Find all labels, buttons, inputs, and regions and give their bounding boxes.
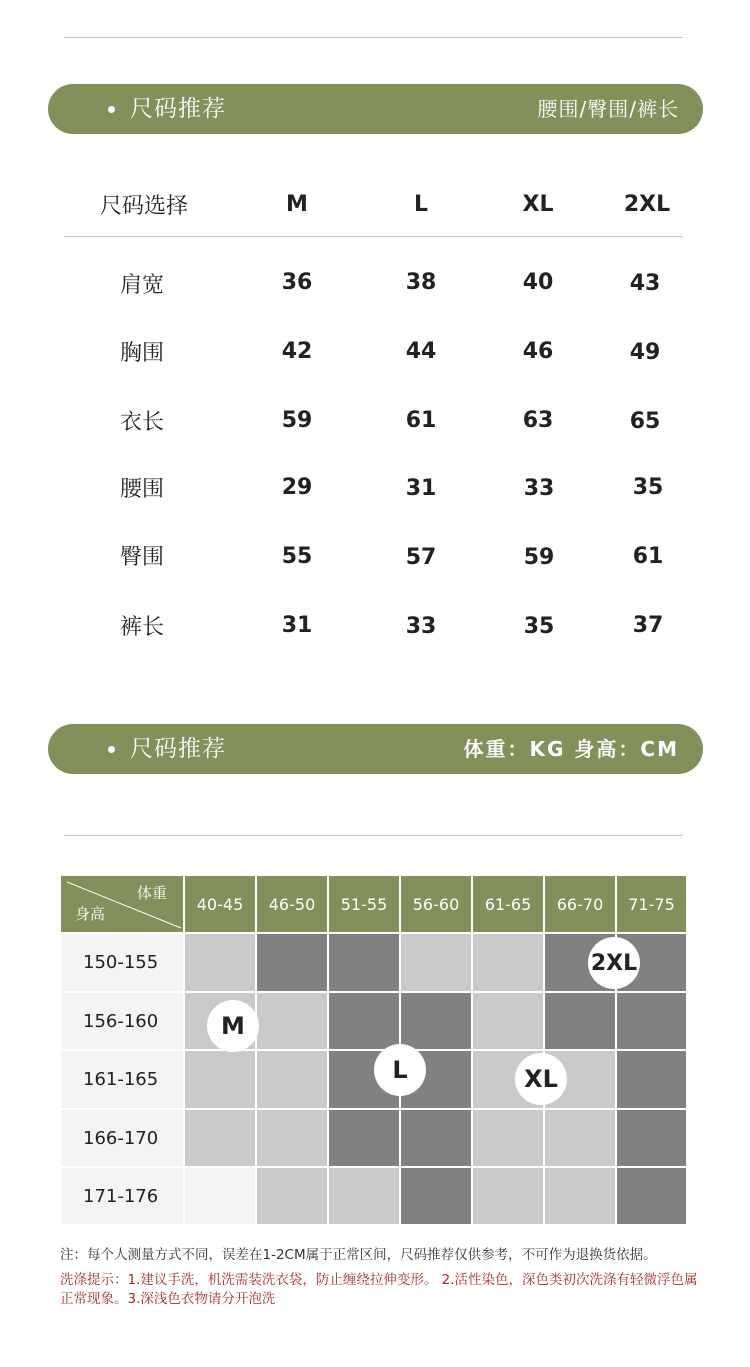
weight-header: 66-70 (545, 876, 615, 932)
cell-value: 43 (629, 271, 661, 296)
size-header-2xl: 2XL (623, 192, 671, 217)
grid-cell (617, 993, 686, 1049)
size-select-header: 尺码选择 (99, 194, 189, 219)
row-label: 胸围 (119, 341, 165, 366)
grid-cell (329, 1110, 399, 1166)
cell-value: 40 (522, 270, 554, 295)
cell-value: 33 (405, 614, 437, 639)
cell-value: 35 (632, 475, 664, 500)
corner-weight-label: 体重 (136, 884, 167, 902)
weight-header: 46-50 (257, 876, 327, 932)
grid-cell (473, 993, 543, 1049)
height-label: 156-160 (61, 993, 183, 1049)
cell-value: 55 (281, 544, 313, 569)
weight-header: 40-45 (185, 876, 255, 932)
cell-value: 59 (281, 408, 313, 433)
size-badge-xl: XL (515, 1053, 567, 1105)
cell-value: 38 (405, 270, 437, 295)
grid-cell (329, 1168, 399, 1224)
washing-note: 洗涤提示：1.建议手洗，机洗需装洗衣袋，防止缠绕拉伸变形。 2.活性染色，深色类初次洗涤有轻微浮色属正常现象。3.深浅色衣物请分开泡洗 (60, 1272, 698, 1307)
cell-value: 42 (281, 339, 313, 364)
row-label: 裤长 (119, 615, 165, 640)
cell-value: 35 (523, 614, 555, 639)
banner-title: 尺码推荐 (130, 96, 226, 122)
height-label: 150-155 (61, 934, 183, 991)
weight-header: 61-65 (473, 876, 543, 932)
corner-height-label: 身高 (75, 905, 106, 923)
grid-cell (473, 1110, 543, 1166)
cell-value: 63 (522, 408, 554, 433)
cell-value: 65 (629, 409, 661, 434)
row-label: 臀围 (119, 545, 165, 570)
grid-cell (401, 934, 471, 991)
top-divider (64, 37, 683, 38)
cell-value: 46 (522, 339, 554, 364)
grid-cell (617, 1110, 686, 1166)
grid-cell (257, 993, 327, 1049)
grid-corner (61, 876, 183, 932)
size-header-m: M (286, 192, 308, 217)
grid-cell (257, 934, 327, 991)
grid-cell (257, 1168, 327, 1224)
recommend-grid (61, 876, 686, 1224)
grid-cell (617, 1168, 686, 1224)
disclaimer-note: 注：每个人测量方式不同，误差在1-2CM属于正常区间，尺码推荐仅供参考，不可作为退换货依据。 (60, 1247, 657, 1263)
weight-header: 71-75 (617, 876, 686, 932)
grid-cell (257, 1051, 327, 1108)
size-badge-2xl: 2XL (588, 937, 640, 989)
cell-value: 57 (405, 545, 437, 570)
cell-value: 59 (523, 545, 555, 570)
bullet-icon (108, 746, 115, 753)
cell-value: 31 (281, 613, 313, 638)
weight-header: 51-55 (329, 876, 399, 932)
cell-value: 49 (629, 340, 661, 365)
section-divider (64, 835, 683, 836)
size-header-xl: XL (522, 192, 554, 217)
grid-cell (545, 1168, 615, 1224)
size-badge-l: L (374, 1044, 426, 1096)
size-badge-m: M (207, 1000, 259, 1052)
grid-cell (617, 1051, 686, 1108)
grid-cell (473, 934, 543, 991)
height-label: 171-176 (61, 1168, 183, 1224)
grid-cell (257, 1110, 327, 1166)
cell-value: 36 (281, 270, 313, 295)
grid-cell (185, 1051, 255, 1108)
cell-value: 33 (523, 476, 555, 501)
grid-cell (185, 1110, 255, 1166)
banner-subtitle: 腰围/臀围/裤长 (537, 97, 679, 121)
cell-value: 44 (405, 339, 437, 364)
row-label: 腰围 (119, 477, 165, 502)
grid-cell (545, 1110, 615, 1166)
grid-cell (329, 934, 399, 991)
row-label: 肩宽 (119, 273, 165, 298)
height-label: 166-170 (61, 1110, 183, 1166)
grid-cell (329, 993, 399, 1049)
banner-subtitle: 体重：KG 身高：CM (463, 737, 679, 761)
banner-title: 尺码推荐 (130, 736, 226, 762)
table-header-divider (64, 236, 683, 237)
height-label: 161-165 (61, 1051, 183, 1108)
cell-value: 61 (632, 544, 664, 569)
row-label: 衣长 (119, 410, 165, 435)
cell-value: 61 (405, 408, 437, 433)
grid-cell (401, 993, 471, 1049)
grid-cell (545, 993, 615, 1049)
grid-cell (185, 1168, 255, 1224)
grid-cell (401, 1110, 471, 1166)
cell-value: 29 (281, 475, 313, 500)
size-chart-banner (48, 84, 703, 134)
cell-value: 37 (632, 613, 664, 638)
grid-cell (401, 1168, 471, 1224)
bullet-icon (108, 106, 115, 113)
size-header-l: L (413, 192, 429, 217)
recommend-banner (48, 724, 703, 774)
cell-value: 31 (405, 476, 437, 501)
grid-cell (473, 1168, 543, 1224)
weight-header: 56-60 (401, 876, 471, 932)
grid-cell (185, 934, 255, 991)
